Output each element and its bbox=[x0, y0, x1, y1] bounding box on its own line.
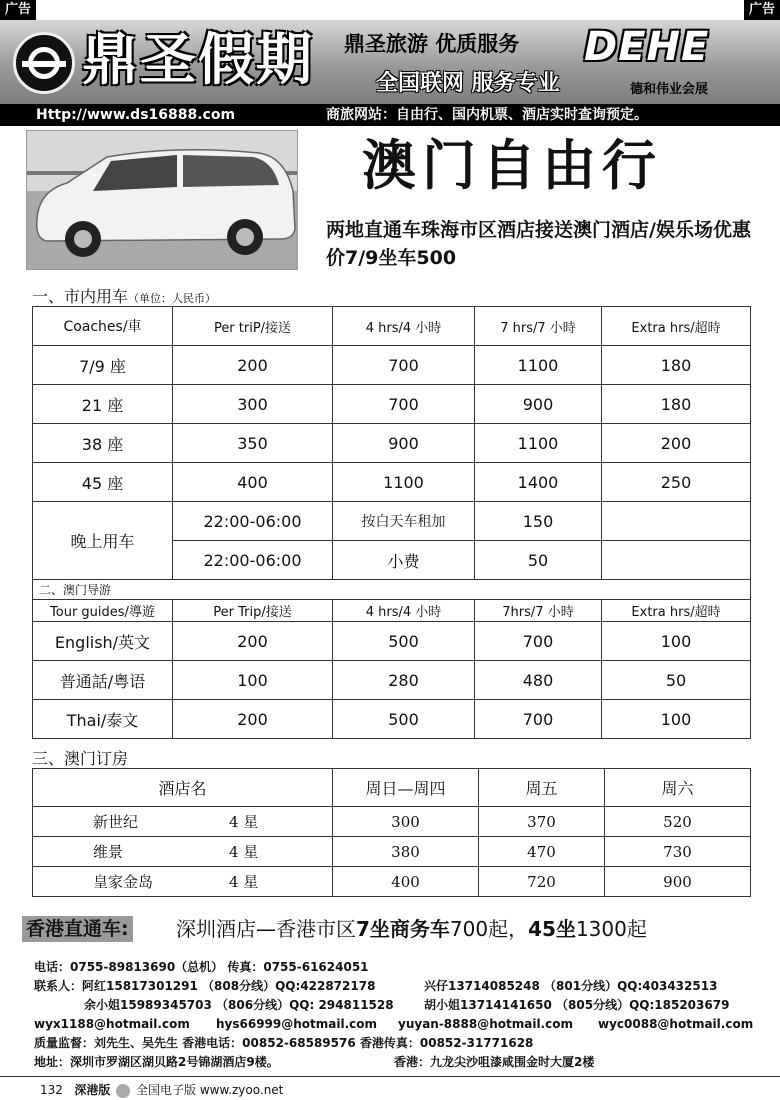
table-cell: 按白天车租加 bbox=[333, 502, 475, 541]
hk-shuttle-text bbox=[176, 914, 647, 944]
table-header-cell: 7 hrs/7 小時 bbox=[475, 307, 602, 346]
table-cell: 380 bbox=[333, 837, 479, 867]
phone-fax: 电话：0755-89813690（总机） 传真：0755-61624051 bbox=[34, 960, 369, 974]
ds-circle-logo-icon bbox=[13, 32, 75, 94]
table-cell: 1100 bbox=[333, 463, 475, 502]
contact-person: 联系人：阿红15817301291 （808分线）QQ:422872178 bbox=[34, 979, 376, 993]
hotel-star: 4 星 bbox=[229, 813, 259, 831]
table-cell: Thai/泰文 bbox=[33, 700, 173, 739]
ad-tag-right: 广告 bbox=[744, 0, 780, 20]
hotel-name: 皇家金岛 bbox=[93, 873, 154, 891]
page-subtitle: 两地直通车珠海市区酒店接送澳门酒店/娱乐场优惠价7/9坐车500 bbox=[326, 219, 751, 269]
table-cell: 22:00-06:00 bbox=[173, 541, 333, 580]
hk-price-7: 700起， bbox=[449, 917, 529, 941]
section3-title: 三、澳门订房 bbox=[32, 749, 129, 768]
site-description: 商旅网站：自由行、国内机票、酒店实时查询预定。 bbox=[326, 107, 648, 123]
table-cell: 100 bbox=[602, 622, 751, 661]
table-row bbox=[33, 661, 751, 700]
table-cell: 100 bbox=[602, 700, 751, 739]
table-cell: 280 bbox=[333, 661, 475, 700]
table-header-row bbox=[33, 600, 751, 622]
table-header-cell: 7hrs/7 小時 bbox=[475, 600, 602, 622]
table-header-cell: Extra hrs/超時 bbox=[602, 307, 751, 346]
table-cell: 400 bbox=[333, 867, 479, 897]
table-row bbox=[33, 837, 751, 867]
table-header-cell: 周六 bbox=[605, 769, 751, 807]
website-link[interactable]: Http://www.ds16888.com bbox=[36, 107, 236, 123]
table-cell: 7/9 座 bbox=[33, 346, 173, 385]
contact-person: 余小姐15989345703 （806分线）QQ: 294811528 bbox=[84, 998, 394, 1012]
table-header-row bbox=[33, 769, 751, 807]
table-cell: 700 bbox=[475, 622, 602, 661]
email-link[interactable]: yuyan-8888@hotmail.com bbox=[398, 1017, 573, 1031]
hotel-star: 4 星 bbox=[229, 843, 259, 861]
table-cell: 900 bbox=[333, 424, 475, 463]
table-cell: 470 bbox=[479, 837, 605, 867]
url-bar bbox=[0, 104, 780, 126]
ad-tag-left: 广告 bbox=[0, 0, 36, 20]
table-cell: 50 bbox=[475, 541, 602, 580]
table-cell: 900 bbox=[605, 867, 751, 897]
table-cell: 520 bbox=[605, 807, 751, 837]
table-cell: 45 座 bbox=[33, 463, 173, 502]
slogan-line1: 鼎圣旅游 优质服务 bbox=[344, 32, 520, 56]
footer-site[interactable]: 全国电子版 www.zyoo.net bbox=[136, 1083, 284, 1097]
table-cell: 180 bbox=[602, 346, 751, 385]
table-cell: 700 bbox=[333, 346, 475, 385]
partner-name: 德和伟业会展 bbox=[630, 82, 709, 97]
table-cell: 21 座 bbox=[33, 385, 173, 424]
hk-vehicle-7: 7坐商务车 bbox=[356, 917, 450, 941]
table-cell: 22:00-06:00 bbox=[173, 502, 333, 541]
section2-title: 二、澳门导游 bbox=[33, 580, 751, 600]
hotel-name: 维景 bbox=[93, 843, 124, 861]
night-label-cell: 晚上用车 bbox=[33, 502, 173, 580]
hk-shuttle-bar bbox=[0, 910, 780, 948]
email-link[interactable]: wyx1188@hotmail.com bbox=[34, 1017, 190, 1031]
quality-supervision: 质量监督：刘先生、吴先生 香港电话：00852-68589576 香港传真：00852-31771628 bbox=[34, 1036, 534, 1050]
table-cell: 200 bbox=[173, 346, 333, 385]
table-row bbox=[33, 807, 751, 837]
table-cell: 500 bbox=[333, 622, 475, 661]
page-title: 澳门自由行 bbox=[362, 134, 662, 197]
table-header-cell: Per Trip/接送 bbox=[173, 600, 333, 622]
table-cell: 38 座 bbox=[33, 424, 173, 463]
table-row bbox=[33, 424, 751, 463]
table-header-cell: 酒店名 bbox=[33, 769, 333, 807]
table-row bbox=[33, 622, 751, 661]
table-header-cell: 4 hrs/4 小時 bbox=[333, 600, 475, 622]
table-cell: 小费 bbox=[333, 541, 475, 580]
table-cell: 200 bbox=[173, 622, 333, 661]
table-row bbox=[33, 867, 751, 897]
table-cell: 180 bbox=[602, 385, 751, 424]
table-header-cell: 周日—周四 bbox=[333, 769, 479, 807]
table-cell: 300 bbox=[173, 385, 333, 424]
minivan-photo bbox=[26, 130, 298, 270]
table-header-cell: Tour guides/導遊 bbox=[33, 600, 173, 622]
table-row bbox=[33, 385, 751, 424]
brand-name: 鼎圣假期 bbox=[82, 28, 314, 93]
table-cell bbox=[602, 502, 751, 541]
hk-vehicle-45: 45坐 bbox=[528, 917, 576, 941]
hk-shuttle-label: 香港直通车: bbox=[22, 916, 133, 942]
partner-logo: DEHE bbox=[584, 24, 710, 70]
table-cell: 700 bbox=[333, 385, 475, 424]
slogan-line2: 全国联网 服务专业 bbox=[376, 71, 560, 96]
table-cell: 150 bbox=[475, 502, 602, 541]
section1-heading: 一、市内用车 bbox=[32, 287, 129, 306]
edition-badge-icon bbox=[116, 1084, 130, 1098]
table-cell: 100 bbox=[173, 661, 333, 700]
table-row bbox=[33, 700, 751, 739]
hotel-name-cell bbox=[33, 867, 333, 897]
table-row-night bbox=[33, 502, 751, 541]
table-cell: 350 bbox=[173, 424, 333, 463]
section1-title bbox=[32, 284, 216, 307]
minivan-illustration bbox=[27, 131, 298, 270]
hotel-star: 4 星 bbox=[229, 873, 259, 891]
table-cell: 250 bbox=[602, 463, 751, 502]
table-header-row bbox=[33, 307, 751, 346]
section2-title-row bbox=[33, 580, 751, 600]
hotel-name: 新世纪 bbox=[93, 813, 139, 831]
address-hongkong: 香港：九龙尖沙咀漆咸围金时大厦2楼 bbox=[394, 1055, 595, 1069]
hk-price-45: 1300起 bbox=[575, 917, 647, 941]
table-cell: 300 bbox=[333, 807, 479, 837]
table-cell: English/英文 bbox=[33, 622, 173, 661]
table-cell: 480 bbox=[475, 661, 602, 700]
table-header-cell: Per triP/接送 bbox=[173, 307, 333, 346]
hk-route: 深圳酒店—香港市区 bbox=[176, 917, 356, 941]
table-cell: 普通話/粤语 bbox=[33, 661, 173, 700]
section1-unit: （单位：人民币） bbox=[128, 292, 217, 305]
table-cell: 370 bbox=[479, 807, 605, 837]
email-link[interactable]: wyc0088@hotmail.com bbox=[598, 1017, 754, 1031]
table-cell: 700 bbox=[475, 700, 602, 739]
table-cell: 200 bbox=[173, 700, 333, 739]
table-row bbox=[33, 346, 751, 385]
table-cell: 1100 bbox=[475, 346, 602, 385]
table-cell bbox=[602, 541, 751, 580]
table-cell: 720 bbox=[479, 867, 605, 897]
page-number: 132 bbox=[40, 1083, 63, 1097]
price-table-transport bbox=[32, 306, 751, 739]
table-header-cell: 周五 bbox=[479, 769, 605, 807]
table-cell: 200 bbox=[602, 424, 751, 463]
footer-divider bbox=[0, 1076, 780, 1077]
brand-banner bbox=[0, 20, 780, 104]
contact-block bbox=[34, 958, 774, 1072]
table-row bbox=[33, 463, 751, 502]
table-header-cell: Extra hrs/超時 bbox=[602, 600, 751, 622]
table-cell: 730 bbox=[605, 837, 751, 867]
table-cell: 1100 bbox=[475, 424, 602, 463]
edition-label: 深港版 bbox=[74, 1083, 111, 1097]
table-header-cell: Coaches/車 bbox=[33, 307, 173, 346]
price-table-hotels bbox=[32, 768, 751, 897]
page-footer bbox=[40, 1082, 283, 1098]
table-cell: 500 bbox=[333, 700, 475, 739]
hotel-name-cell bbox=[33, 807, 333, 837]
hotel-name-cell bbox=[33, 837, 333, 867]
table-cell: 900 bbox=[475, 385, 602, 424]
contact-person: 兴仔13714085248 （801分线）QQ:403432513 bbox=[424, 979, 718, 993]
table-header-cell: 4 hrs/4 小時 bbox=[333, 307, 475, 346]
table-cell: 50 bbox=[602, 661, 751, 700]
contact-person: 胡小姐13714141650 （805分线）QQ:185203679 bbox=[424, 998, 730, 1012]
address-shenzhen: 地址：深圳市罗湖区湖贝路2号锦湖酒店9楼。 bbox=[34, 1055, 279, 1069]
table-cell: 400 bbox=[173, 463, 333, 502]
email-link[interactable]: hys66999@hotmail.com bbox=[216, 1017, 378, 1031]
table-cell: 1400 bbox=[475, 463, 602, 502]
